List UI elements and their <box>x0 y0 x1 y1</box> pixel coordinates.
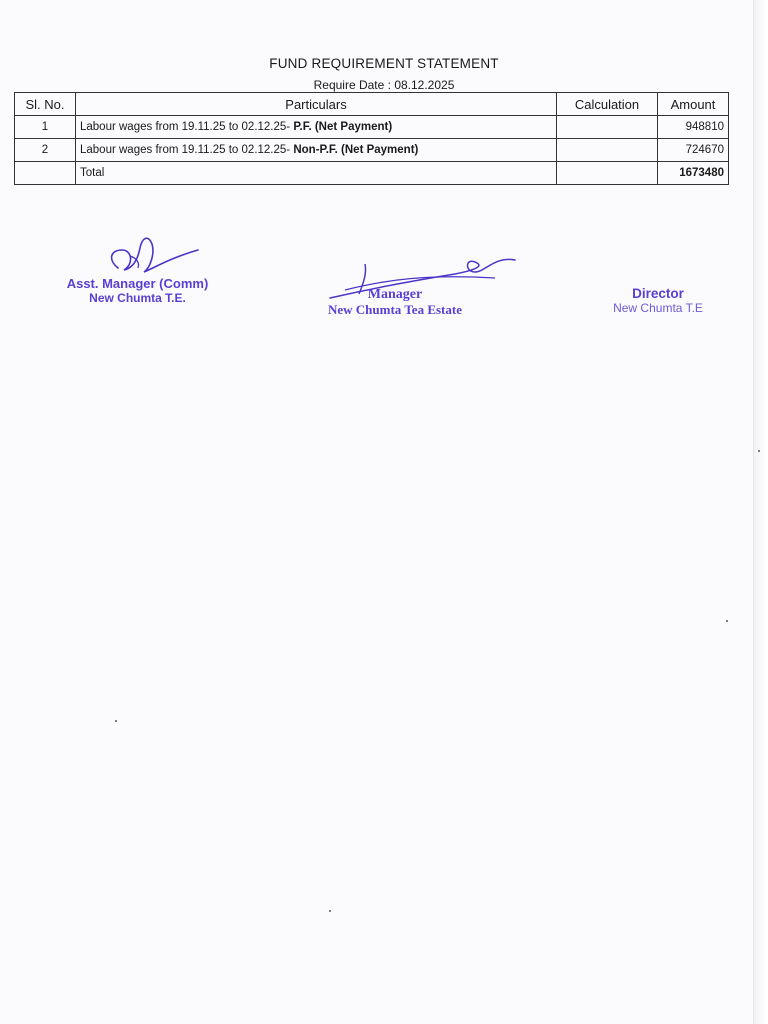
manager-estate: New Chumta Tea Estate <box>328 302 462 318</box>
row-calculation <box>557 139 658 162</box>
particulars-text: Labour wages from 19.11.25 to 02.12.25- <box>80 144 294 156</box>
manager-designation: Manager <box>367 287 423 302</box>
row-particulars <box>76 139 557 162</box>
row-calculation <box>557 116 658 139</box>
row-sl-no: 1 <box>15 116 76 139</box>
asst-manager-estate: New Chumta T.E. <box>89 290 186 305</box>
director-stamp <box>588 286 728 315</box>
scan-speck <box>758 450 760 452</box>
header-sl-no: Sl. No. <box>15 93 76 116</box>
asst-manager-stamp <box>55 277 220 306</box>
director-designation: Director <box>632 286 684 301</box>
total-label: Total <box>76 162 557 185</box>
table-row <box>15 139 729 162</box>
header-particulars: Particulars <box>76 93 557 116</box>
manager-stamp <box>305 287 485 318</box>
particulars-text: Labour wages from 19.11.25 to 02.12.25- <box>80 121 294 133</box>
fund-requirement-table <box>14 92 729 185</box>
table-row <box>15 116 729 139</box>
paper-edge <box>753 0 768 1024</box>
row-particulars <box>76 116 557 139</box>
table-header-row <box>15 93 729 116</box>
total-row <box>15 162 729 185</box>
particulars-bold: P.F. (Net Payment) <box>293 121 393 133</box>
scan-speck <box>115 720 117 722</box>
scan-speck <box>726 620 728 622</box>
document-title: FUND REQUIREMENT STATEMENT <box>269 56 499 71</box>
scan-speck <box>329 910 331 912</box>
row-amount: 724670 <box>658 139 729 162</box>
header-calculation: Calculation <box>557 93 658 116</box>
require-date: Require Date : 08.12.2025 <box>313 78 455 92</box>
total-calculation <box>557 162 658 185</box>
header-amount: Amount <box>658 93 729 116</box>
asst-manager-designation: Asst. Manager (Comm) <box>66 276 209 291</box>
director-estate: New Chumta T.E <box>613 300 703 315</box>
particulars-bold: Non-P.F. (Net Payment) <box>293 144 419 156</box>
row-sl-no: 2 <box>15 139 76 162</box>
total-sl-no <box>15 162 76 185</box>
total-amount: 1673480 <box>658 162 729 185</box>
row-amount: 948810 <box>658 116 729 139</box>
